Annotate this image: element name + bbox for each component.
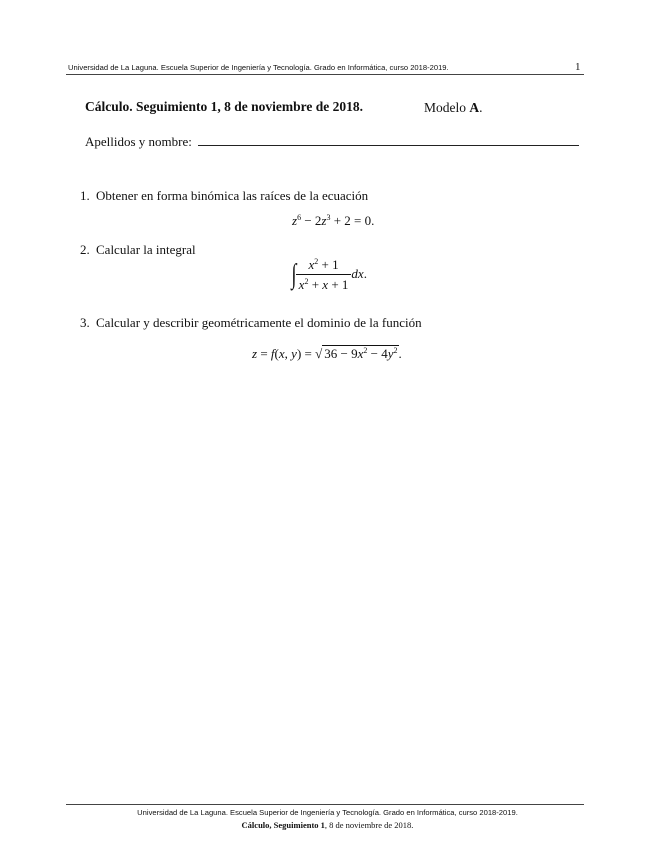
name-field-line[interactable] <box>198 145 579 146</box>
question-1-number: 1. <box>80 188 90 203</box>
footer-date: , 8 de noviembre de 2018. <box>324 820 414 830</box>
question-2-formula: ∫ $\frac{x^2 + 1}{x^2 + x + 1}$ dx. <box>291 257 367 292</box>
square-root: √ $36 - 9x^2 - 4y^2$ <box>315 346 398 361</box>
header-rule <box>66 74 584 75</box>
model-letter: A <box>469 100 480 115</box>
question-2-number: 2. <box>80 242 90 257</box>
running-header: Universidad de La Laguna. Escuela Superior de Ingeniería y Tecnología. Grado en Informática, curso 2018-2019. <box>68 63 449 72</box>
exam-model <box>424 100 483 116</box>
name-field-label: Apellidos y nombre: <box>85 134 192 149</box>
question-1-formula: $z^6 - 2z^3 + 2 = 0$. <box>292 213 375 228</box>
question-3-text: Calcular y describir geométricamente el dominio de la función <box>96 315 422 330</box>
page-number: 1 <box>575 61 581 73</box>
integral-sign: ∫ <box>291 259 297 290</box>
model-suffix: . <box>479 100 483 115</box>
question-2-text: Calcular la integral <box>96 242 196 257</box>
footer-course-title: Cálculo, Seguimiento 1 <box>241 820 325 830</box>
question-1-text: Obtener en forma binómica las raíces de la ecuación <box>96 188 369 203</box>
model-prefix: Modelo <box>424 100 466 115</box>
integrand-fraction: $\frac{x^2 + 1}{x^2 + x + 1}$ <box>296 257 352 293</box>
footer-line-2 <box>0 820 655 830</box>
question-1 <box>80 188 368 204</box>
exam-title: Cálculo. Seguimiento 1, 8 de noviembre de 2018. <box>85 99 363 114</box>
footer-line-1: Universidad de La Laguna. Escuela Superior de Ingeniería y Tecnología. Grado en Informática, curso 2018-2019. <box>137 808 518 817</box>
question-2 <box>80 242 196 258</box>
question-3-number: 3. <box>80 315 90 330</box>
question-3 <box>80 315 422 331</box>
footer-rule <box>66 804 584 805</box>
question-3-formula: z = f(x, y) = √ $36 - 9x^2 - 4y^2$. <box>252 346 402 361</box>
